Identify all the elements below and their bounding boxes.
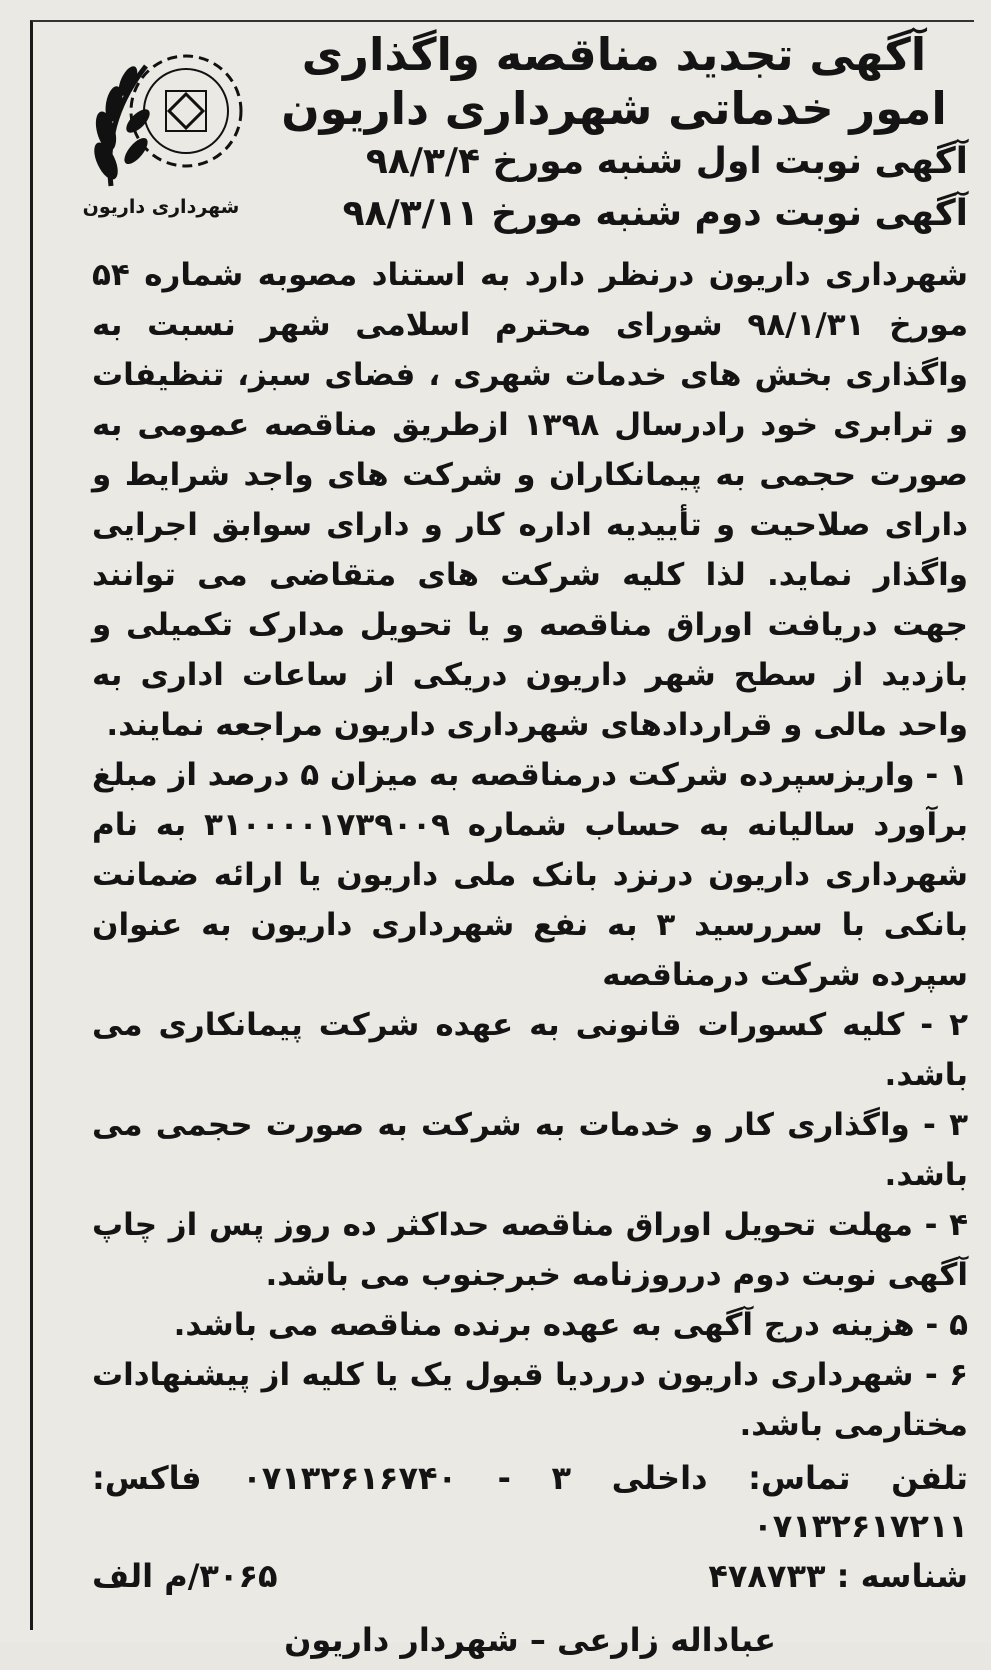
- id-row: [92, 1550, 968, 1602]
- notice-title-line2: امور خدماتی شهرداری داریون: [281, 82, 947, 135]
- condition-item-3: ۳ - واگذاری کار و خدمات به شرکت به صورت حجمی می باشد.: [92, 1107, 968, 1193]
- condition-item-4: ۴ - مهلت تحویل اوراق مناقصه حداکثر ده روز پس از چاپ آگهی نوبت دوم درروزنامه خبرجنوب می باشد.: [92, 1207, 968, 1293]
- contact-phone-line: تلفن تماس: داخلی ۳ - ۰۷۱۳۲۶۱۶۷۴۰ فاکس: ۰۷۱۳۲۶۱۷۲۱۱: [92, 1459, 969, 1545]
- first-issue-date: آگهی نوبت اول شنبه مورخ ۹۸/۳/۴: [365, 141, 968, 182]
- signature: عباداله زارعی – شهردار داریون: [284, 1621, 776, 1659]
- second-issue-date: آگهی نوبت دوم شنبه مورخ ۹۸/۳/۱۱: [342, 193, 968, 234]
- notice-content: [92, 28, 968, 1670]
- condition-item-2: ۲ - کلیه کسورات قانونی به عهده شرکت پیمانکاری می باشد.: [92, 1007, 968, 1093]
- notice-title-line1: آگهی تجدید مناقصه واگذاری: [301, 28, 927, 81]
- condition-item-6: ۶ - شهرداری داریون درردیا قبول یک یا کلیه از پیشنهادات مختارمی باشد.: [92, 1357, 968, 1443]
- reference-code: ۳۰۶۵/م الف: [92, 1557, 278, 1595]
- notice-id: شناسه : ۴۷۸۷۳۳: [708, 1557, 968, 1595]
- condition-item-5: ۵ - هزینه درج آگهی به عهده برنده مناقصه می باشد.: [173, 1307, 968, 1343]
- condition-item-1: ۱ - واریزسپرده شرکت درمناقصه به میزان ۵ درصد از مبلغ برآورد سالیانه به حساب شماره ۳۱۰۰۰۰۱۷۳۹۰۰۹ به نام شهرداری داریون درنزد بانک ملی داریون یا ارائه ضمانت بانکی با سررسید ۳ به نفع شهرداری داریون به عنوان سپرده شرکت درمناقصه: [92, 757, 968, 993]
- intro-paragraph: شهرداری داریون درنظر دارد به استناد مصوبه شماره ۵۴ مورخ ۹۸/۱/۳۱ شورای محترم اسلامی شهر نسبت به واگذاری بخش های خدمات شهری ، فضای سبز، تنظیفات و ترابری خود رادرسال ۱۳۹۸ ازطریق مناقصه عمومی به صورت حجمی به پیمانکاران و شرکت های واجد شرایط و دارای صلاحیت و تأییدیه اداره کار و دارای سوابق اجرایی واگذار نماید. لذا کلیه شرکت های متقاضی می توانند جهت دریافت اوراق مناقصه و یا تحویل مدارک تکمیلی و بازدید از سطح شهر داریون دریکی از ساعات اداری به واحد مالی و قراردادهای شهرداری داریون مراجعه نمایند.: [92, 257, 969, 743]
- logo-caption: شهرداری داریون: [82, 196, 240, 218]
